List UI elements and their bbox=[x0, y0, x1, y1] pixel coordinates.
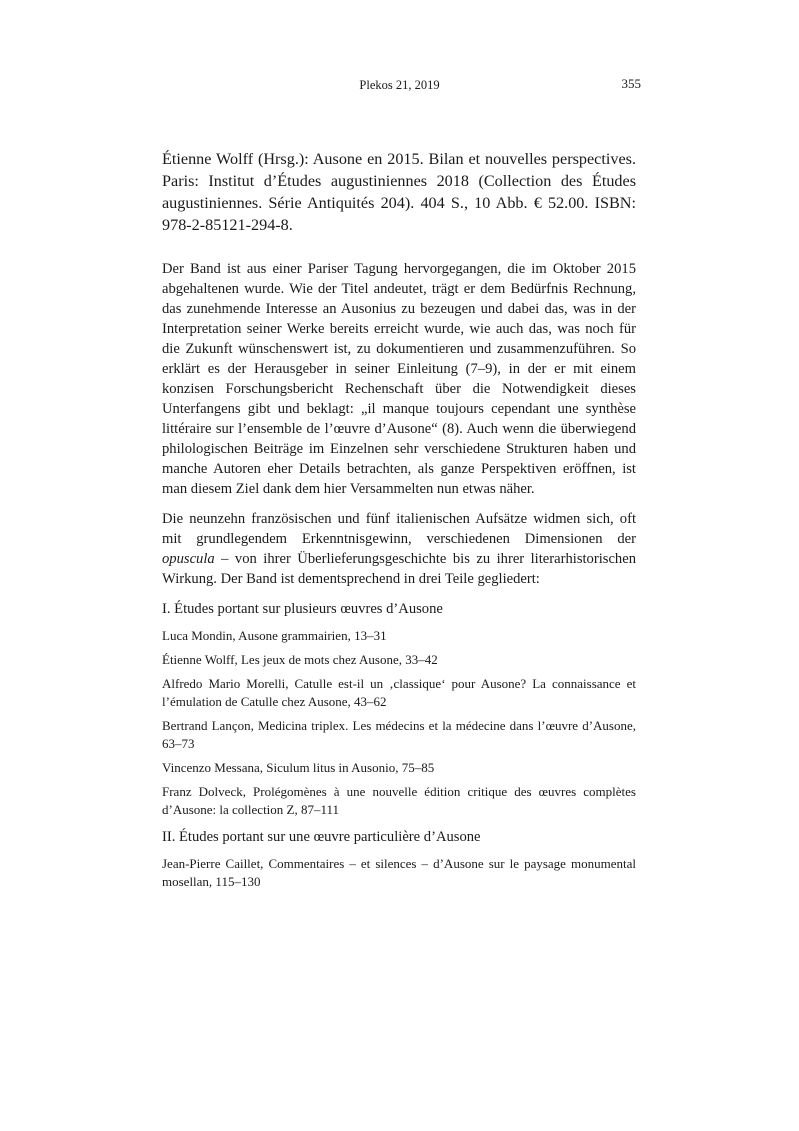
toc-entry: Luca Mondin, Ausone grammairien, 13–31 bbox=[162, 628, 387, 643]
toc-entry: Étienne Wolff, Les jeux de mots chez Ausone, 33–42 bbox=[162, 652, 438, 667]
paragraph-structure bbox=[162, 509, 636, 589]
paragraph-intro: Der Band ist aus einer Pariser Tagung hervorgegangen, die im Oktober 2015 abgehaltenen wurde. Wie der Titel andeutet, trägt er dem Bedürfnis Rechnung, das zunehmende Interesse an Ausonius zu bezeugen und dabei das, was in der Interpretation seiner Werke bereits erreicht wurde, wie auch das, was noch für die Zukunft wünschenswert ist, zu dokumentieren und zusammenzuführen. So erklärt es der Herausgeber in seiner Einleitung (7–9), in der er mit einem konzisen Forschungsbericht Rechenschaft über die Notwendigkeit dieses Unterfangens gibt und beklagt: „il manque toujours cependant une synthèse littéraire sur l’ensemble de l’œuvre d’Ausone“ (8). Auch wenn die überwiegend philologischen Beiträge im Einzelnen sehr verschiedene Strukturen haben und manche Autoren eher Details betrachten, als ganze Perspektiven eröffnen, ist man diesem Ziel dank dem hier Versammelten nun etwas näher. bbox=[162, 261, 636, 497]
paragraph-structure-italic: opuscula bbox=[162, 551, 215, 567]
section-1-contents bbox=[162, 627, 636, 819]
running-head bbox=[0, 76, 799, 96]
paragraph-structure-text-1: Die neunzehn französischen und fünf italienischen Aufsätze widmen sich, oft mit grundlegendem Erkenntnisgewinn, verschiedenen Dimensionen der bbox=[162, 511, 636, 547]
toc-entry: Bertrand Lançon, Medicina triplex. Les médecins et la médecine dans l’œuvre d’Ausone, 63–73 bbox=[162, 718, 636, 751]
bibliographic-reference: Étienne Wolff (Hrsg.): Ausone en 2015. Bilan et nouvelles perspectives. Paris: Institut d’Études augustiniennes 2018 (Collection des Études augustiniennes. Série Antiquités 204). 404 S., 10 Abb. € 52.00. ISBN: 978-2-85121-294-8. bbox=[162, 150, 636, 234]
section-2-contents bbox=[162, 855, 636, 891]
page-number: 355 bbox=[621, 76, 641, 91]
section-heading-1: I. Études portant sur plusieurs œuvres d’Ausone bbox=[162, 601, 443, 617]
page-content bbox=[162, 148, 636, 899]
toc-entry: Jean-Pierre Caillet, Commentaires – et silences – d’Ausone sur le paysage monumental mosellan, 115–130 bbox=[162, 856, 636, 889]
journal-title: Plekos 21, 2019 bbox=[359, 78, 440, 92]
paragraph-structure-text-2: – von ihrer Überlieferungsgeschichte bis zu ihrer literarhistorischen Wirkung. Der Band ist dementsprechend in drei Teile gegliedert: bbox=[162, 551, 636, 587]
toc-entry: Alfredo Mario Morelli, Catulle est-il un ‚classique‘ pour Ausone? La connaissance et l’émulation de Catulle chez Ausone, 43–62 bbox=[162, 676, 636, 709]
toc-entry: Vincenzo Messana, Siculum litus in Ausonio, 75–85 bbox=[162, 760, 435, 775]
toc-entry: Franz Dolveck, Prolégomènes à une nouvelle édition critique des œuvres complètes d’Ausone: la collection Z, 87–111 bbox=[162, 784, 636, 817]
section-heading-2: II. Études portant sur une œuvre particulière d’Ausone bbox=[162, 829, 481, 845]
